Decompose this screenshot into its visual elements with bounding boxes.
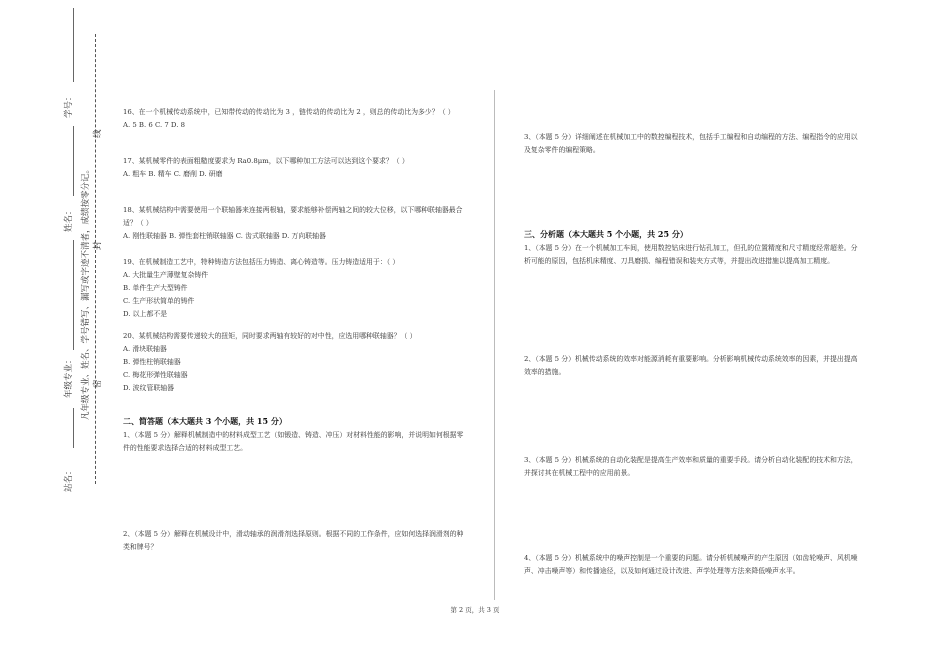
option-c: C. 生产形状简单的铸件 — [123, 297, 195, 305]
section-2-title: 二、简答题（本大题共 3 个小题，共 15 分） — [123, 416, 287, 426]
option-a: A. 大批量生产薄壁复杂铸件 — [123, 271, 209, 279]
question-options: A. 刚性联轴器 B. 弹性套柱销联轴器 C. 齿式联轴器 D. 万向联轴器 — [123, 232, 326, 240]
option-b: B. 弹性柱销联轴器 — [123, 358, 181, 366]
short-answer-2: 2、（本题 5 分）解释在机械设计中，滑动轴承的润滑剂选择原则。根据不同的工作条件，应如何选择润滑剂的种类和牌号？ — [123, 530, 464, 551]
analysis-1: 1、（本题 5 分）在一个机械加工车间，使用数控钻床进行钻孔加工，但孔的位置精度和尺寸精度经常超差。分析可能的原因，包括机床精度、刀具磨损、编程错误和装夹方式等，并提出改进措施以提高加工精度。 — [524, 244, 858, 265]
question-17 — [123, 155, 468, 181]
name-underline-1 — [73, 8, 74, 82]
short-answer-1: 1、（本题 5 分）解释机械制造中的材料成型工艺（如锻造、铸造、冲压）对材料性能的影响，并说明如何根据零件的性能要求选择合适的材料成型工艺。 — [123, 431, 464, 452]
option-b: B. 单件生产大型铸件 — [123, 284, 188, 292]
cut-line — [95, 34, 96, 484]
question-options: A. 5 B. 6 C. 7 D. 8 — [123, 121, 185, 129]
name-label: 姓名： — [64, 206, 74, 232]
grade-label: 年级专业： — [64, 355, 74, 398]
question-18 — [123, 204, 468, 243]
question-16 — [123, 106, 468, 132]
question-text: 17、某机械零件的表面粗糙度要求为 Ra0.8μm，以下哪种加工方法可以达到这个要求？（ ） — [123, 157, 409, 165]
short-answer-3: 3、（本题 5 分）详细阐述在机械加工中的数控编程技术，包括手工编程和自动编程的方法、编程指令的应用以及复杂零件的编程策略。 — [524, 133, 858, 154]
seal-xian: 线 — [93, 129, 103, 138]
option-c: C. 梅花形弹性联轴器 — [123, 371, 188, 379]
seal-mi: 密 — [93, 379, 103, 388]
name-underline-3 — [73, 240, 74, 350]
question-text: 16、在一个机械传动系统中，已知带传动的传动比为 3 ，链传动的传动比为 2 ，则总的传动比为多少？（ ） — [123, 108, 455, 116]
student-id-label: 学号： — [64, 92, 74, 118]
column-divider — [494, 90, 495, 600]
school-label: 站名： — [64, 466, 74, 492]
name-underline-2 — [73, 126, 74, 196]
option-a: A. 滑块联轴器 — [123, 345, 167, 353]
analysis-2: 2、（本题 5 分）机械传动系统的效率对能源消耗有重要影响。分析影响机械传动系统效率的因素，并提出提高效率的措施。 — [524, 355, 858, 376]
notice-text: 凡年级专业、姓名、学号错写、漏写或字迹不清者，成绩按零分记。 — [81, 164, 91, 420]
question-19 — [123, 256, 468, 321]
question-text: 19、在机械制造工艺中，特种铸造方法包括压力铸造、离心铸造等。压力铸造适用于：（ ） — [123, 258, 400, 266]
analysis-3: 3、（本题 5 分）机械系统的自动化装配是提高生产效率和质量的重要手段。请分析自动化装配的技术和方法，并探讨其在机械工程中的应用前景。 — [524, 456, 858, 477]
question-options: A. 粗车 B. 精车 C. 磨削 D. 研磨 — [123, 170, 223, 178]
analysis-4: 4、（本题 5 分）机械系统中的噪声控制是一个重要的问题。请分析机械噪声的产生原因（如齿轮噪声、风机噪声、冲击噪声等）和传播途径，以及如何通过设计改进、声学处理等方法来降低噪声水平。 — [524, 554, 858, 575]
option-d: D. 以上都不是 — [123, 310, 168, 318]
seal-feng: 封 — [93, 241, 103, 250]
question-20 — [123, 330, 468, 395]
question-text: 20、某机械结构需要传递较大的扭矩，同时要求两轴有较好的对中性，应选用哪种联轴器？（ ） — [123, 332, 417, 340]
section-3-title: 三、分析题（本大题共 5 个小题，共 25 分） — [524, 229, 688, 239]
option-d: D. 波纹管联轴器 — [123, 384, 175, 392]
name-underline-4 — [73, 408, 74, 448]
question-text: 18、某机械结构中需要使用一个联轴器来连接两根轴，要求能够补偿两轴之间的较大位移，以下哪种联轴器最合适？（ ） — [123, 206, 463, 227]
page-footer: 第 2 页，共 3 页 — [450, 606, 500, 614]
